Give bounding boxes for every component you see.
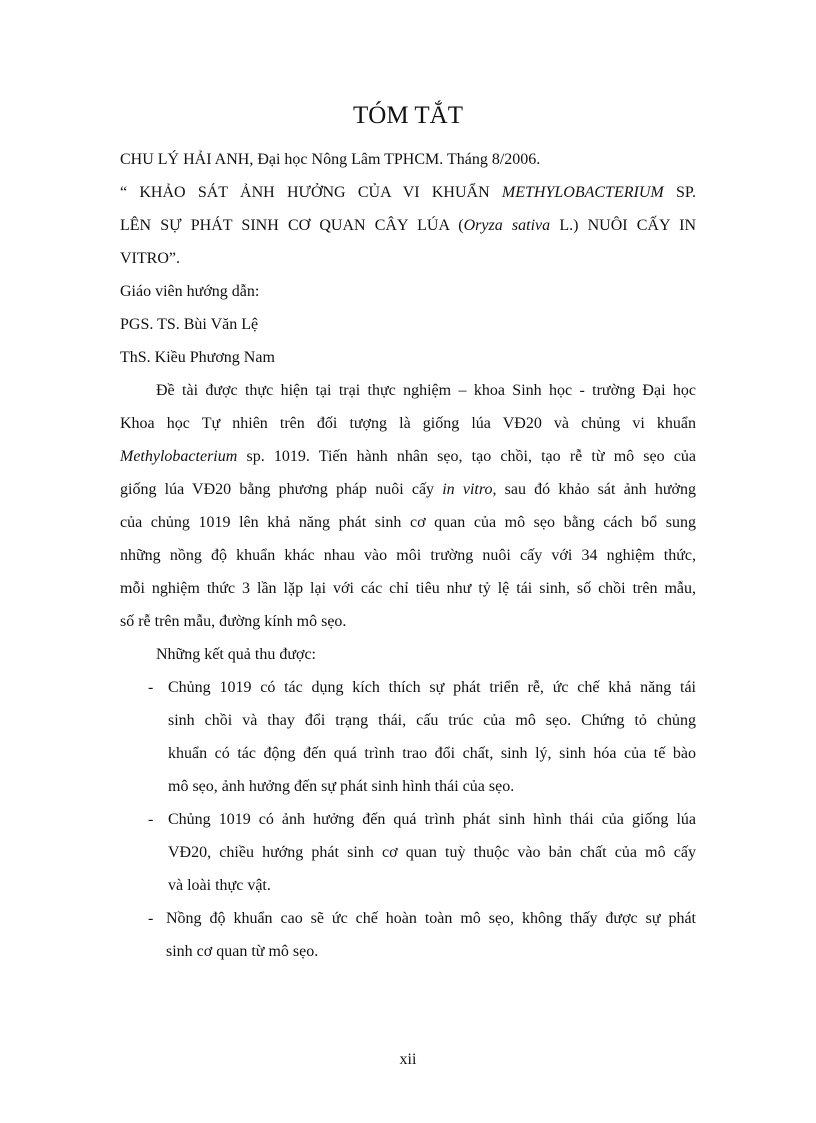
advisors-label: Giáo viên hướng dẫn:: [120, 283, 260, 300]
bullet-dash-1: -: [148, 679, 154, 696]
summary-paragraph-line-1: Đề tài được thực hiện tại trại thực nghiệm – khoa Sinh học - trường Đại học: [156, 382, 696, 399]
summary-paragraph-line-3: Methylobacterium sp. 1019. Tiến hành nhân sẹo, tạo chồi, tạo rễ từ mô sẹo của: [120, 448, 696, 465]
results-heading: Những kết quả thu được:: [156, 646, 316, 663]
summary-paragraph-line-8: số rễ trên mẫu, đường kính mô sẹo.: [120, 613, 347, 630]
result-3-line-2: sinh cơ quan từ mô sẹo.: [166, 943, 319, 960]
summary-paragraph-line-2: Khoa học Tự nhiên trên đối tượng là giống lúa VĐ20 và chủng vi khuẩn: [120, 415, 696, 432]
thesis-title-line-3: VITRO”.: [120, 250, 180, 267]
page-number: xii: [399, 1051, 417, 1068]
summary-paragraph-line-4: giống lúa VĐ20 bằng phương pháp nuôi cấy in vitro, sau đó khảo sát ảnh hưởng: [120, 481, 696, 498]
thesis-title-line-1: “ KHẢO SÁT ẢNH HƯỞNG CỦA VI KHUẨN METHYLOBACTERIUM SP.: [120, 184, 696, 201]
result-1-line-2: sinh chồi và thay đổi trạng thái, cấu trúc của mô sẹo. Chứng tỏ chủng: [168, 712, 696, 729]
author-line: CHU LÝ HẢI ANH, Đại học Nông Lâm TPHCM. Tháng 8/2006.: [120, 151, 541, 168]
advisor-2: ThS. Kiều Phương Nam: [120, 349, 275, 366]
summary-paragraph-line-7: mỗi nghiệm thức 3 lần lặp lại với các chỉ tiêu như tỷ lệ tái sinh, số chồi trên mẫu,: [120, 580, 696, 597]
page-title: TÓM TẮT: [353, 102, 463, 129]
result-1-line-3: khuẩn có tác động đến quá trình trao đổi chất, sinh lý, sinh hóa của tế bào: [168, 745, 696, 762]
result-1-line-1: Chủng 1019 có tác dụng kích thích sự phát triển rễ, ức chế khả năng tái: [168, 679, 696, 696]
result-3-line-1: Nồng độ khuẩn cao sẽ ức chế hoàn toàn mô sẹo, không thấy được sự phát: [166, 910, 696, 927]
result-2-line-1: Chủng 1019 có ảnh hưởng đến quá trình phát sinh hình thái của giống lúa: [168, 811, 696, 828]
result-2-line-3: và loài thực vật.: [168, 877, 271, 894]
bullet-dash-3: -: [148, 910, 154, 927]
thesis-title-line-2: LÊN SỰ PHÁT SINH CƠ QUAN CÂY LÚA (Oryza sativa L.) NUÔI CẤY IN: [120, 217, 697, 234]
summary-paragraph-line-6: những nồng độ khuẩn khác nhau vào môi trường nuôi cấy với 34 nghiệm thức,: [120, 547, 696, 564]
advisor-1: PGS. TS. Bùi Văn Lệ: [120, 316, 259, 333]
result-1-line-4: mô sẹo, ảnh hưởng đến sự phát sinh hình thái của sẹo.: [168, 778, 515, 795]
bullet-dash-2: -: [148, 811, 154, 828]
result-2-line-2: VĐ20, chiều hướng phát sinh cơ quan tuỳ thuộc vào bản chất của mô cấy: [168, 844, 696, 861]
summary-paragraph-line-5: của chủng 1019 lên khả năng phát sinh cơ quan của mô sẹo bằng cách bổ sung: [120, 514, 696, 531]
